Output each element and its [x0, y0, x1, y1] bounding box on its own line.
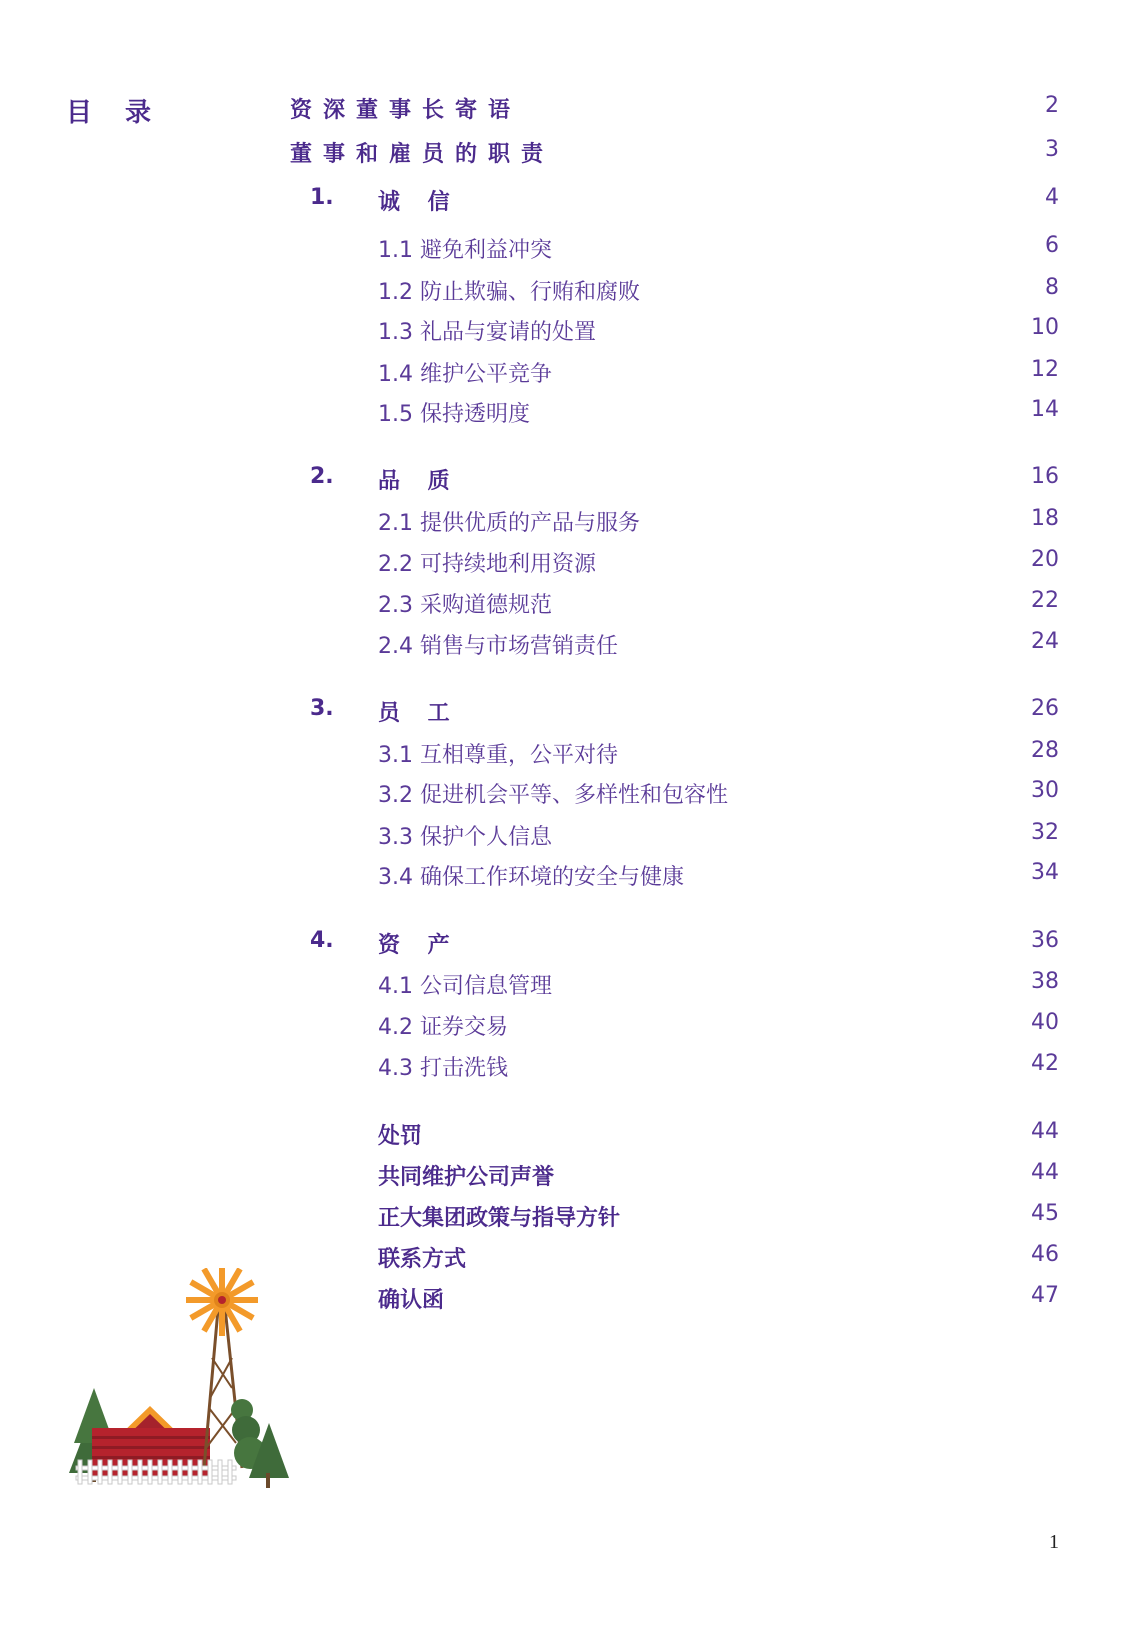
toc-page-number: 40 — [1031, 1010, 1059, 1035]
toc-subentry[interactable]: 1.4 维护公平竞争 — [378, 362, 552, 387]
section-number: 4. — [310, 928, 334, 953]
toc-entry-chairman-message[interactable]: 资深董事长寄语 — [290, 98, 522, 123]
toc-page-number: 22 — [1031, 588, 1059, 613]
page-number: 1 — [1049, 1531, 1059, 1553]
toc-subentry[interactable]: 3.4 确保工作环境的安全与健康 — [378, 865, 684, 890]
toc-page-number: 34 — [1031, 860, 1059, 885]
toc-entry-penalties[interactable]: 处罚 — [378, 1124, 423, 1149]
toc-page-number: 6 — [1045, 233, 1059, 258]
section-title-quality[interactable]: 品 质 — [378, 469, 460, 494]
toc-page-number: 4 — [1045, 185, 1059, 210]
toc-entry-policies[interactable]: 正大集团政策与指导方针 — [378, 1206, 621, 1231]
toc-subentry[interactable]: 2.1 提供优质的产品与服务 — [378, 511, 640, 536]
section-number: 1. — [310, 185, 334, 210]
toc-page-number: 20 — [1031, 547, 1059, 572]
toc-subentry[interactable]: 2.2 可持续地利用资源 — [378, 552, 596, 577]
toc-entry-contact[interactable]: 联系方式 — [378, 1247, 467, 1272]
toc-page-number: 3 — [1045, 137, 1059, 162]
toc-page-number: 16 — [1031, 464, 1059, 489]
toc-subentry[interactable]: 1.3 礼品与宴请的处置 — [378, 320, 596, 345]
toc-page-number: 24 — [1031, 629, 1059, 654]
toc-page-number: 47 — [1031, 1283, 1059, 1308]
toc-page-number: 18 — [1031, 506, 1059, 531]
toc-subentry[interactable]: 3.1 互相尊重，公平对待 — [378, 743, 618, 768]
toc-page-number: 2 — [1045, 93, 1059, 118]
section-title-integrity[interactable]: 诚 信 — [378, 190, 460, 215]
toc-page-number: 36 — [1031, 928, 1059, 953]
toc-page-number: 44 — [1031, 1160, 1059, 1185]
section-number: 3. — [310, 696, 334, 721]
toc-page-number: 30 — [1031, 778, 1059, 803]
toc-page-number: 46 — [1031, 1242, 1059, 1267]
toc-page-number: 12 — [1031, 357, 1059, 382]
toc-page-number: 14 — [1031, 397, 1059, 422]
tree-icon — [231, 1399, 289, 1488]
toc-page-number: 26 — [1031, 696, 1059, 721]
farm-windmill-illustration — [64, 1268, 304, 1516]
toc-title: 目 录 — [66, 98, 164, 128]
toc-entry-acknowledgement[interactable]: 确认函 — [378, 1288, 445, 1313]
toc-page-number: 44 — [1031, 1119, 1059, 1144]
toc-page-number: 32 — [1031, 820, 1059, 845]
toc-subentry[interactable]: 1.2 防止欺骗、行贿和腐败 — [378, 280, 640, 305]
toc-entry-responsibilities[interactable]: 董事和雇员的职责 — [290, 142, 555, 167]
section-title-employees[interactable]: 员 工 — [378, 701, 460, 726]
toc-page-number: 8 — [1045, 275, 1059, 300]
toc-subentry[interactable]: 2.4 销售与市场营销责任 — [378, 634, 618, 659]
toc-subentry[interactable]: 3.2 促进机会平等、多样性和包容性 — [378, 783, 728, 808]
section-title-assets[interactable]: 资 产 — [378, 933, 460, 958]
toc-subentry[interactable]: 1.1 避免利益冲突 — [378, 238, 552, 263]
toc-subentry[interactable]: 4.1 公司信息管理 — [378, 974, 552, 999]
toc-page-number: 10 — [1031, 315, 1059, 340]
toc-subentry[interactable]: 2.3 采购道德规范 — [378, 593, 552, 618]
toc-page-number: 45 — [1031, 1201, 1059, 1226]
toc-page-number: 42 — [1031, 1051, 1059, 1076]
toc-page-number: 28 — [1031, 738, 1059, 763]
section-number: 2. — [310, 464, 334, 489]
toc-subentry[interactable]: 1.5 保持透明度 — [378, 402, 530, 427]
toc-subentry[interactable]: 3.3 保护个人信息 — [378, 825, 552, 850]
toc-subentry[interactable]: 4.3 打击洗钱 — [378, 1056, 508, 1081]
toc-page-number: 38 — [1031, 969, 1059, 994]
toc-subentry[interactable]: 4.2 证券交易 — [378, 1015, 508, 1040]
toc-entry-reputation[interactable]: 共同维护公司声誉 — [378, 1165, 555, 1190]
